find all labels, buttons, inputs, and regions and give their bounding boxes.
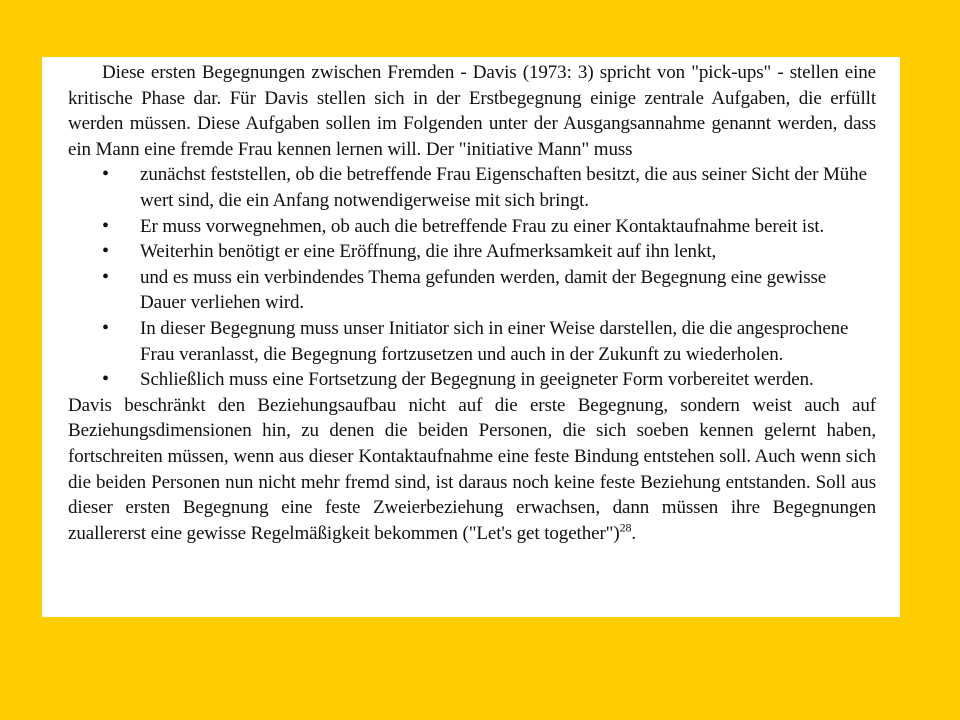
bullet-icon: • [102, 163, 109, 186]
bullet-icon: • [102, 240, 109, 263]
list-item-text: In dieser Begegnung muss unser Initiator sich in einer Weise darstellen, die die angesprochene Frau veranlasst, die Begegnung fortzusetzen und auch in der Zukunft zu wiederholen. [140, 317, 849, 365]
list-item-text: Weiterhin benötigt er eine Eröffnung, die ihre Aufmerksamkeit auf ihn lenkt, [140, 241, 717, 263]
list-item [68, 265, 876, 316]
task-list [68, 162, 876, 392]
list-item-text: Er muss vorwegnehmen, ob auch die betreffende Frau zu einer Kontaktaufnahme bereit ist. [140, 215, 825, 237]
bullet-icon: • [102, 214, 109, 237]
list-item-text: Schließlich muss eine Fortsetzung der Begegnung in geeigneter Form vorbereitet werden. [140, 369, 814, 391]
list-item [68, 239, 876, 265]
closing-paragraph [68, 393, 876, 547]
list-item [68, 367, 876, 393]
closing-text: Davis beschränkt den Beziehungsaufbau nicht auf die erste Begegnung, sondern weist auch auf Beziehungsdimensionen hin, zu denen die beiden Personen, die sich soeben kennen gelernt haben, fortschreiten müssen, wenn aus dieser Kontaktaufnahme eine feste Bindung entstehen soll. Auch wenn sich die beiden Personen nun nicht mehr fremd sind, ist daraus noch keine feste Beziehung entstanden. Soll aus dieser ersten Begegnung eine feste Zweierbeziehung erwachsen, dann müssen ihre Begegnungen zuallererst eine gewisse Regelmäßigkeit bekommen ("Let's get together") [68, 394, 876, 544]
closing-period: . [631, 522, 637, 544]
bullet-icon: • [102, 368, 109, 391]
bullet-icon: • [102, 265, 109, 288]
scanned-document [42, 57, 900, 617]
bullet-icon: • [102, 316, 109, 339]
list-item-text: zunächst feststellen, ob die betreffende Frau Eigenschaften besitzt, die aus seiner Sicht der Mühe wert sind, die ein Anfang notwendigerweise mit sich bringt. [140, 164, 867, 211]
list-item [68, 214, 876, 240]
list-item [68, 162, 876, 213]
list-item [68, 316, 876, 367]
document-text [68, 60, 876, 546]
list-item-text: und es muss ein verbindendes Thema gefunden werden, damit der Begegnung eine gewisse Dauer verliehen wird. [140, 266, 827, 314]
footnote-reference: 28 [619, 520, 632, 535]
intro-paragraph: Diese ersten Begegnungen zwischen Fremden - Davis (1973: 3) spricht von "pick-ups" - stellen eine kritische Phase dar. Für Davis stellen sich in der Erstbegegnung einige zentrale Aufgaben, die erfüllt werden müssen. Diese Aufgaben sollen im Folgenden unter der Ausgangsannahme genannt werden, dass ein Mann eine fremde Frau kennen lernen will. Der "initiative Mann" muss [68, 62, 876, 160]
